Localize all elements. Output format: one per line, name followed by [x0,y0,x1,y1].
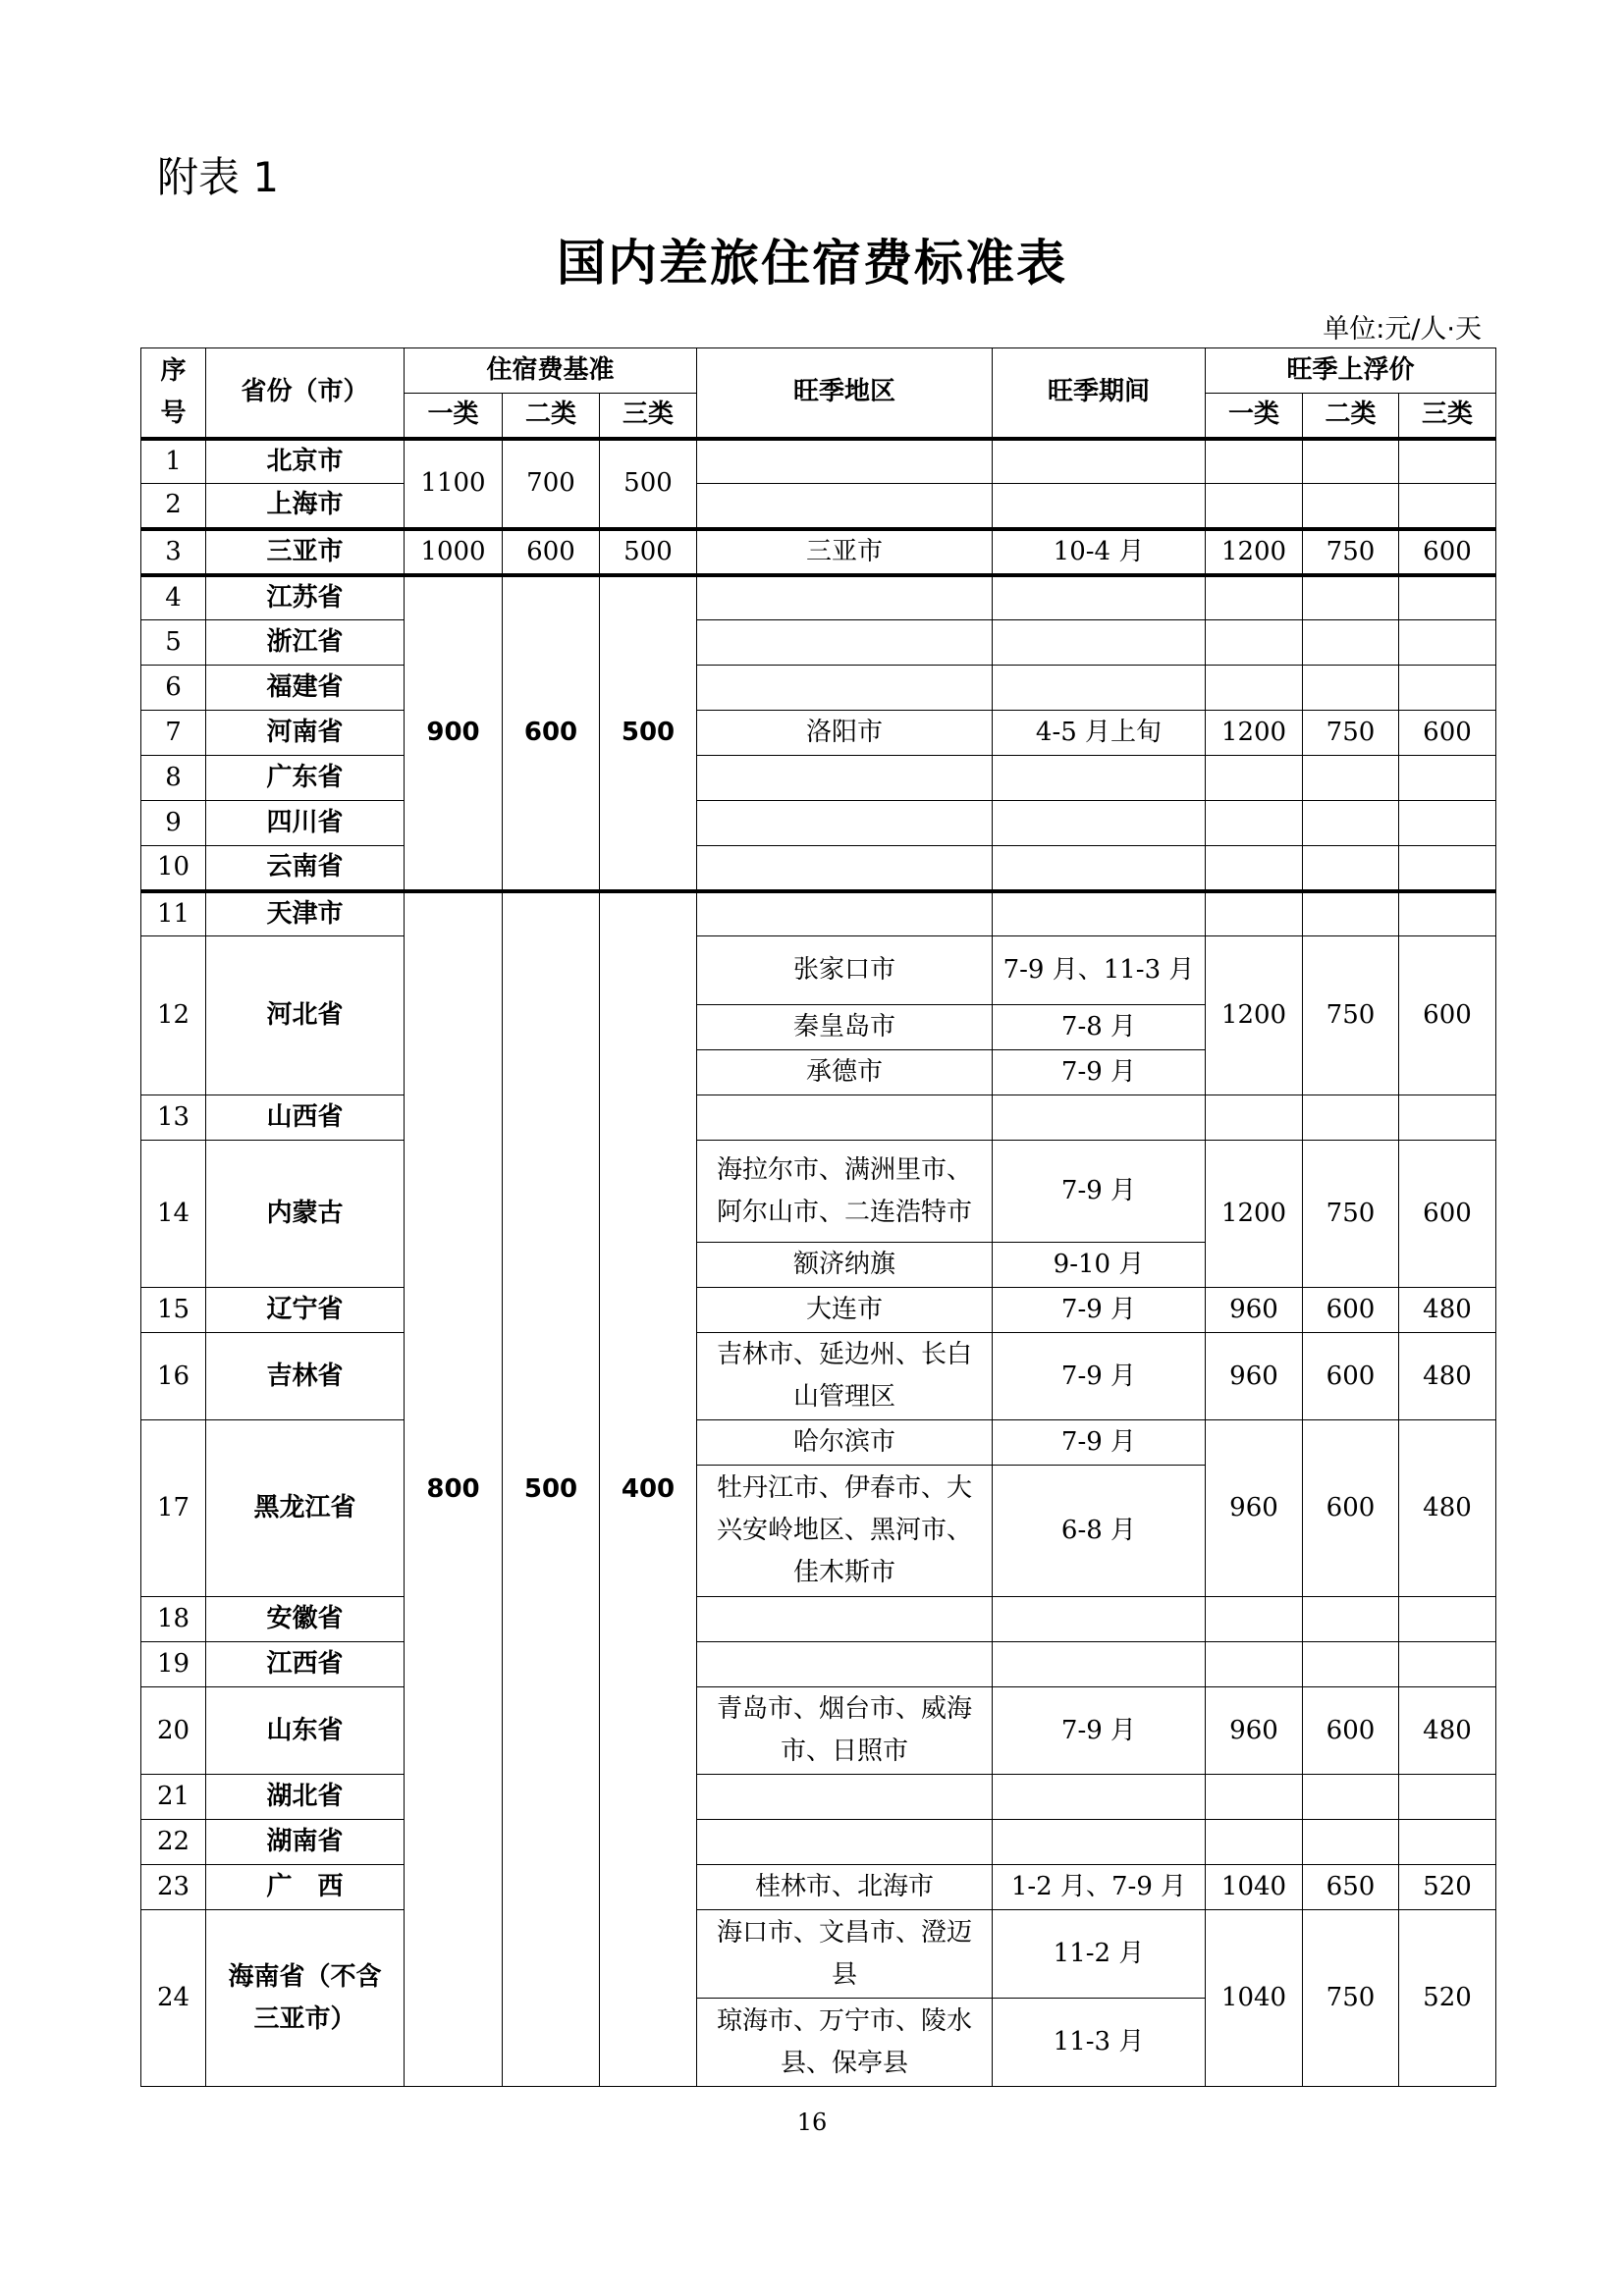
table-row [141,1333,1496,1420]
peak-period: 7-9 月 [993,1050,1206,1095]
page-title: 国内差旅住宿费标准表 [557,234,1067,292]
header-base-class3: 三类 [600,394,697,439]
peak-area: 琼海市、万宁市、陵水 县、保亭县 [697,1999,993,2087]
province-name: 河北省 [206,936,405,1095]
province-name: 辽宁省 [206,1288,405,1333]
header-peak-period: 旺季期间 [993,348,1206,439]
province-name: 福建省 [206,666,405,711]
peak-class3: 600 [1399,711,1496,756]
row-number: 22 [141,1820,206,1865]
province-name: 山东省 [206,1687,405,1775]
base-class3: 500 [600,439,697,529]
peak-period: 6-8 月 [993,1466,1206,1597]
province-name: 三亚市 [206,529,405,575]
province-name: 江西省 [206,1642,405,1687]
peak-class3: 480 [1399,1687,1496,1775]
peak-area: 青岛市、烟台市、威海 市、日照市 [697,1687,993,1775]
province-name: 黑龙江省 [206,1420,405,1597]
peak-area: 洛阳市 [697,711,993,756]
province-name: 广东省 [206,756,405,801]
province-name: 湖南省 [206,1820,405,1865]
peak-class1: 1200 [1206,711,1303,756]
header-province: 省份（市） [206,348,405,439]
base-class1: 900 [405,575,503,891]
header-row [141,348,1496,394]
peak-class1: 960 [1206,1687,1303,1775]
table-row [141,846,1496,891]
base-class2: 600 [503,575,600,891]
peak-class1: 960 [1206,1420,1303,1597]
header-peak-class2: 二类 [1303,394,1399,439]
peak-area: 额济纳旗 [697,1243,993,1288]
peak-class2: 650 [1303,1865,1399,1910]
lodging-standard-table [140,347,1496,2087]
table-row [141,1597,1496,1642]
peak-period: 4-5 月上旬 [993,711,1206,756]
peak-area: 大连市 [697,1288,993,1333]
row-number: 1 [141,439,206,484]
peak-class1: 1200 [1206,529,1303,575]
peak-period: 11-2 月 [993,1910,1206,1999]
base-class1: 1000 [405,529,503,575]
peak-period: 7-8 月 [993,1005,1206,1050]
province-name: 天津市 [206,891,405,936]
peak-area: 桂林市、北海市 [697,1865,993,1910]
province-name: 云南省 [206,846,405,891]
base-class1: 1100 [405,439,503,529]
peak-area: 承德市 [697,1050,993,1095]
table-row [141,575,1496,620]
table-row [141,891,1496,936]
province-name: 四川省 [206,801,405,846]
base-class1: 800 [405,891,503,2087]
table-row [141,1095,1496,1141]
header-base-class1: 一类 [405,394,503,439]
header-base-group: 住宿费基准 [405,348,697,394]
table-row [141,666,1496,711]
header-peak-area: 旺季地区 [697,348,993,439]
peak-class2: 600 [1303,1420,1399,1597]
peak-period: 11-3 月 [993,1999,1206,2087]
peak-class2: 600 [1303,1288,1399,1333]
base-class3: 500 [600,529,697,575]
peak-area: 哈尔滨市 [697,1420,993,1466]
peak-class2: 750 [1303,1141,1399,1288]
peak-class3: 600 [1399,1141,1496,1288]
peak-area: 海拉尔市、满洲里市、 阿尔山市、二连浩特市 [697,1141,993,1243]
table-row [141,1141,1496,1243]
row-number: 4 [141,575,206,620]
table-row [141,484,1496,529]
peak-class2: 750 [1303,1910,1399,2087]
peak-class1: 1200 [1206,1141,1303,1288]
peak-period: 10-4 月 [993,529,1206,575]
table-row [141,439,1496,484]
base-class2: 700 [503,439,600,529]
row-number: 12 [141,936,206,1095]
province-name: 湖北省 [206,1775,405,1820]
row-number: 2 [141,484,206,529]
peak-class3: 520 [1399,1910,1496,2087]
peak-period: 1-2 月、7-9 月 [993,1865,1206,1910]
base-class3: 400 [600,891,697,2087]
row-number: 10 [141,846,206,891]
peak-area: 吉林市、延边州、长白 山管理区 [697,1333,993,1420]
row-number: 21 [141,1775,206,1820]
row-number: 5 [141,620,206,666]
province-name: 上海市 [206,484,405,529]
peak-class3: 520 [1399,1865,1496,1910]
peak-class1: 960 [1206,1288,1303,1333]
peak-period: 9-10 月 [993,1243,1206,1288]
base-class3: 500 [600,575,697,891]
peak-area: 秦皇岛市 [697,1005,993,1050]
province-name: 吉林省 [206,1333,405,1420]
peak-period: 7-9 月 [993,1420,1206,1466]
peak-class3: 480 [1399,1420,1496,1597]
table-row [141,1687,1496,1775]
row-number: 18 [141,1597,206,1642]
peak-area: 三亚市 [697,529,993,575]
province-name: 海南省（不含 三亚市） [206,1910,405,2087]
row-number: 19 [141,1642,206,1687]
table-row [141,1642,1496,1687]
peak-class2: 600 [1303,1333,1399,1420]
header-seq: 序 号 [141,348,206,439]
peak-class2: 750 [1303,529,1399,575]
row-number: 3 [141,529,206,575]
peak-class2: 600 [1303,1687,1399,1775]
row-number: 8 [141,756,206,801]
table-row [141,711,1496,756]
province-name: 内蒙古 [206,1141,405,1288]
peak-class3: 600 [1399,936,1496,1095]
peak-class2: 750 [1303,936,1399,1095]
peak-class2: 750 [1303,711,1399,756]
table-row [141,1820,1496,1865]
peak-period: 7-9 月 [993,1333,1206,1420]
table-row [141,936,1496,1005]
row-number: 23 [141,1865,206,1910]
peak-area: 张家口市 [697,936,993,1005]
peak-period: 7-9 月 [993,1687,1206,1775]
peak-class3: 480 [1399,1288,1496,1333]
row-number: 14 [141,1141,206,1288]
table-row [141,1288,1496,1333]
row-number: 20 [141,1687,206,1775]
table-row [141,620,1496,666]
unit-label: 单位:元/人·天 [1323,314,1482,345]
row-number: 9 [141,801,206,846]
table-row [141,1775,1496,1820]
province-name: 浙江省 [206,620,405,666]
row-number: 16 [141,1333,206,1420]
base-class2: 500 [503,891,600,2087]
peak-class3: 480 [1399,1333,1496,1420]
table-row [141,1420,1496,1466]
table-row [141,801,1496,846]
table-row [141,756,1496,801]
row-number: 24 [141,1910,206,2087]
base-class2: 600 [503,529,600,575]
header-peak-class1: 一类 [1206,394,1303,439]
header-base-class2: 二类 [503,394,600,439]
province-name: 江苏省 [206,575,405,620]
table-row [141,1865,1496,1910]
row-number: 13 [141,1095,206,1141]
peak-class1: 960 [1206,1333,1303,1420]
peak-period: 7-9 月、11-3 月 [993,936,1206,1005]
table-row [141,529,1496,575]
province-name: 山西省 [206,1095,405,1141]
province-name: 河南省 [206,711,405,756]
peak-area: 海口市、文昌市、澄迈 县 [697,1910,993,1999]
peak-class1: 1040 [1206,1865,1303,1910]
peak-area: 牡丹江市、伊春市、大 兴安岭地区、黑河市、 佳木斯市 [697,1466,993,1597]
peak-class3: 600 [1399,529,1496,575]
row-number: 11 [141,891,206,936]
peak-class1: 1040 [1206,1910,1303,2087]
page-number: 16 [796,2109,828,2136]
table-row [141,1910,1496,1999]
peak-class1: 1200 [1206,936,1303,1095]
row-number: 7 [141,711,206,756]
province-name: 北京市 [206,439,405,484]
appendix-label: 附表 1 [157,153,280,201]
row-number: 17 [141,1420,206,1597]
row-number: 6 [141,666,206,711]
header-peak-class3: 三类 [1399,394,1496,439]
header-peak-group: 旺季上浮价 [1206,348,1496,394]
province-name: 广 西 [206,1865,405,1910]
row-number: 15 [141,1288,206,1333]
province-name: 安徽省 [206,1597,405,1642]
peak-period: 7-9 月 [993,1141,1206,1243]
peak-period: 7-9 月 [993,1288,1206,1333]
